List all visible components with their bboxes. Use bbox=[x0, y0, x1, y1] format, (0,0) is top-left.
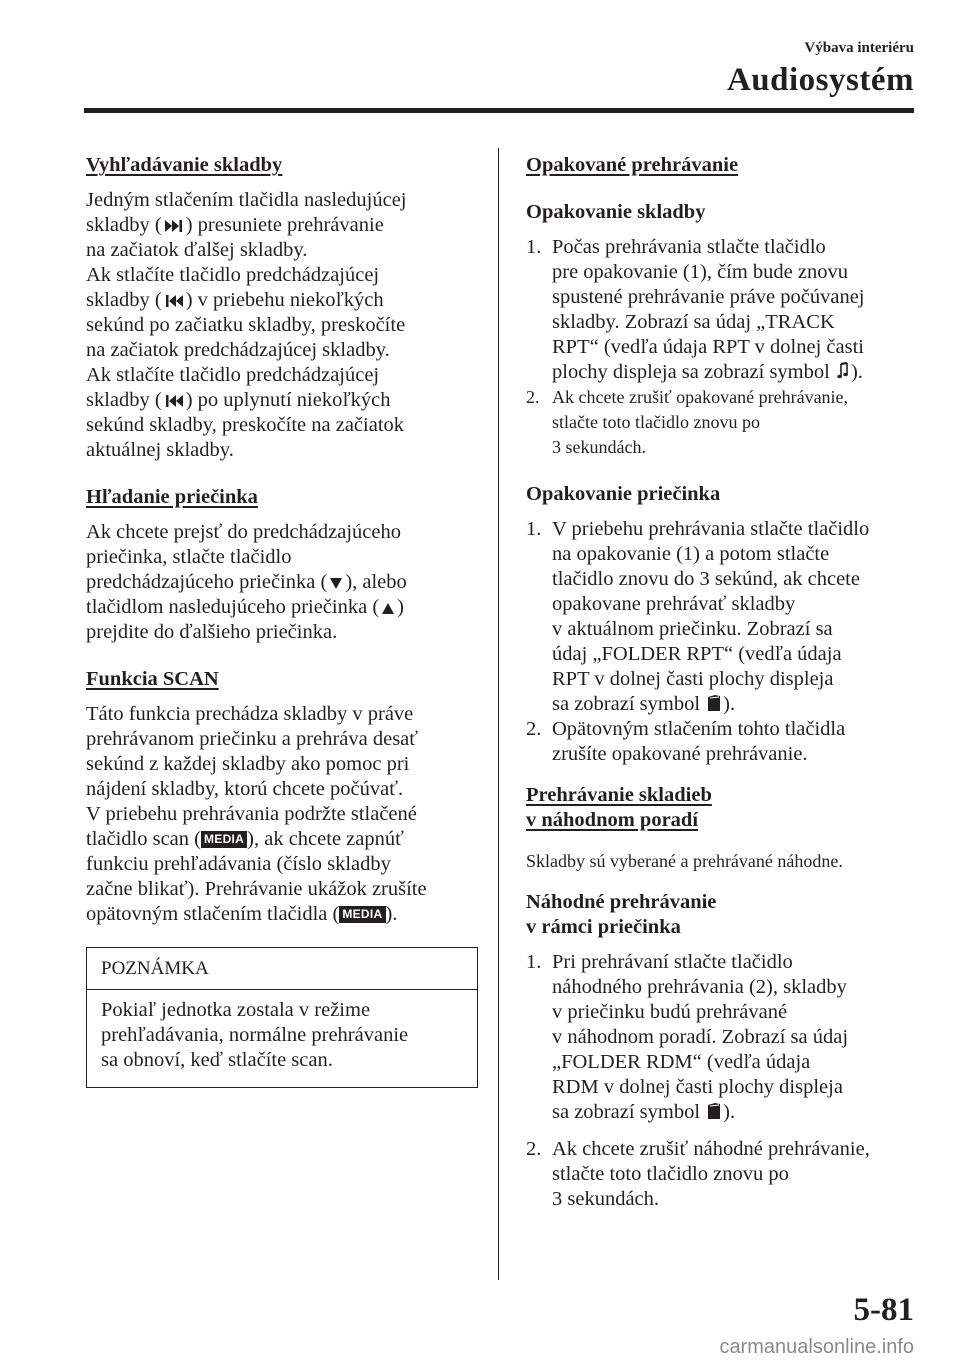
text-line: V priebehu prehrávania podržte stlačené bbox=[86, 803, 417, 825]
page-title: Audiosystém bbox=[726, 62, 914, 98]
media-icon: MEDIA bbox=[339, 906, 385, 923]
text-line: Pokiaľ jednotka zostala v režime bbox=[101, 999, 371, 1021]
section-heading-random: Prehrávanie skladieb v náhodnom poradí bbox=[526, 784, 712, 831]
subheading-track-repeat: Opakovanie skladby bbox=[526, 201, 706, 223]
media-icon: MEDIA bbox=[201, 831, 247, 848]
text-line: opätovným stlačením tlačidla ( MEDIA ). bbox=[86, 903, 398, 925]
list-track-repeat bbox=[526, 235, 926, 460]
folder-icon bbox=[707, 694, 721, 712]
text-line: sa obnoví, keď stlačíte scan. bbox=[101, 1049, 333, 1071]
text-line: skladby ( ) v priebehu niekoľkých bbox=[86, 289, 384, 311]
text-line: sekúnd z každej skladby ako pomoc pri bbox=[86, 753, 410, 775]
next-track-icon bbox=[164, 219, 184, 233]
text-line: sekúnd po začiatku skladby, preskočíte bbox=[86, 314, 406, 336]
note-body bbox=[87, 990, 477, 1087]
left-column bbox=[86, 153, 478, 1088]
music-note-icon bbox=[837, 362, 849, 380]
list-item: 2. Opätovným stlačením tohto tlačidla zrušíte opakované prehrávanie. bbox=[526, 718, 846, 765]
text-line: skladby ( ) presuniete prehrávanie bbox=[86, 214, 384, 236]
text-line: Jedným stlačením tlačidla nasledujúcej bbox=[86, 189, 407, 211]
text-line: prehľadávania, normálne prehrávanie bbox=[101, 1024, 409, 1046]
text-line: Ak chcete prejsť do predchádzajúceho bbox=[86, 521, 401, 543]
list-folder-random bbox=[526, 950, 926, 1212]
page-number: 5-81 bbox=[853, 1292, 914, 1328]
text-line: funkciu prehľadávania (číslo skladby bbox=[86, 853, 391, 875]
subheading-folder-repeat: Opakovanie priečinka bbox=[526, 483, 721, 505]
list-item: 2. Ak chcete zrušiť náhodné prehrávanie, stlačte toto tlačidlo znovu po 3 sekundách. bbox=[526, 1138, 870, 1210]
list-folder-repeat bbox=[526, 517, 926, 767]
chapter-title: Výbava interiéru bbox=[804, 40, 914, 56]
text-line: tlačidlom nasledujúceho priečinka ( ) bbox=[86, 596, 404, 618]
note-title: POZNÁMKA bbox=[87, 948, 477, 990]
text-line: prehrávanom priečinku a prehráva desať bbox=[86, 728, 419, 750]
section-intro: Skladby sú vyberané a prehrávané náhodne. bbox=[526, 851, 843, 871]
text-line: nájdení skladby, ktorú chcete počúvať. bbox=[86, 778, 404, 800]
text-line: Ak stlačíte tlačidlo predchádzajúcej bbox=[86, 364, 380, 386]
folder-down-icon bbox=[329, 577, 343, 590]
list-item: 1. Počas prehrávania stlačte tlačidlo pre opakovanie (1), čím bude znovu spustené prehrávanie práve počúvanej skladby. Zobrazí sa údaj „TRACK RPT“ (vedľa údaja RPT v dolnej časti plochy displeja sa zobrazí symbol ). bbox=[526, 236, 865, 383]
section-heading-folder-search: Hľadanie priečinka bbox=[86, 486, 258, 508]
text-line: skladby ( ) po uplynutí niekoľkých bbox=[86, 389, 391, 411]
header-rule bbox=[84, 108, 914, 113]
subheading-folder-random: Náhodné prehrávanie v rámci priečinka bbox=[526, 891, 717, 938]
section-heading-track-search: Vyhľadávanie skladby bbox=[86, 154, 283, 176]
prev-track-icon bbox=[164, 294, 184, 308]
text-line: prejdite do ďalšieho priečinka. bbox=[86, 621, 338, 643]
text-line: na začiatok ďalšej skladby. bbox=[86, 239, 308, 261]
list-item: 1. Pri prehrávaní stlačte tlačidlo náhodného prehrávania (2), skladby v priečinku budú prehrávané v náhodnom poradí. Zobrazí sa údaj „FOLDER RDM“ (vedľa údaja RDM v dolnej časti plochy displeja sa zobrazí symbol ). bbox=[526, 951, 849, 1123]
text-line: aktuálnej skladby. bbox=[86, 439, 234, 461]
list-item: 2. Ak chcete zrušiť opakované prehrávanie, stlačte toto tlačidlo znovu po 3 sekundách. bbox=[526, 387, 849, 457]
text-line: začne blikať). Prehrávanie ukážok zrušíte bbox=[86, 878, 427, 900]
text-line: predchádzajúceho priečinka ( ), alebo bbox=[86, 571, 407, 593]
watermark: carmanualsonline.info bbox=[719, 1336, 914, 1358]
list-item: 1. V priebehu prehrávania stlačte tlačidlo na opakovanie (1) a potom stlačte tlačidlo znovu do 3 sekúnd, ak chcete opakovane prehrávať skladby v aktuálnom priečinku. Zobrazí sa údaj „FOLDER RPT“ (vedľa údaja RPT v dolnej časti plochy displeja sa zobrazí symbol ). bbox=[526, 518, 870, 715]
prev-track-icon bbox=[164, 394, 184, 408]
section-heading-scan: Funkcia SCAN bbox=[86, 668, 219, 690]
note-box bbox=[86, 947, 478, 1088]
text-line: Ak stlačíte tlačidlo predchádzajúcej bbox=[86, 264, 380, 286]
text-line: priečinka, stlačte tlačidlo bbox=[86, 546, 292, 568]
folder-icon bbox=[707, 1102, 721, 1120]
text-line: tlačidlo scan ( MEDIA ), ak chcete zapnúť bbox=[86, 828, 404, 850]
section-heading-repeat: Opakované prehrávanie bbox=[526, 154, 739, 176]
text-line: Táto funkcia prechádza skladby v práve bbox=[86, 703, 414, 725]
text-line: na začiatok predchádzajúcej skladby. bbox=[86, 339, 390, 361]
text-line: sekúnd skladby, preskočíte na začiatok bbox=[86, 414, 405, 436]
right-column bbox=[526, 153, 926, 1212]
column-divider bbox=[498, 148, 499, 1280]
folder-up-icon bbox=[381, 602, 395, 615]
